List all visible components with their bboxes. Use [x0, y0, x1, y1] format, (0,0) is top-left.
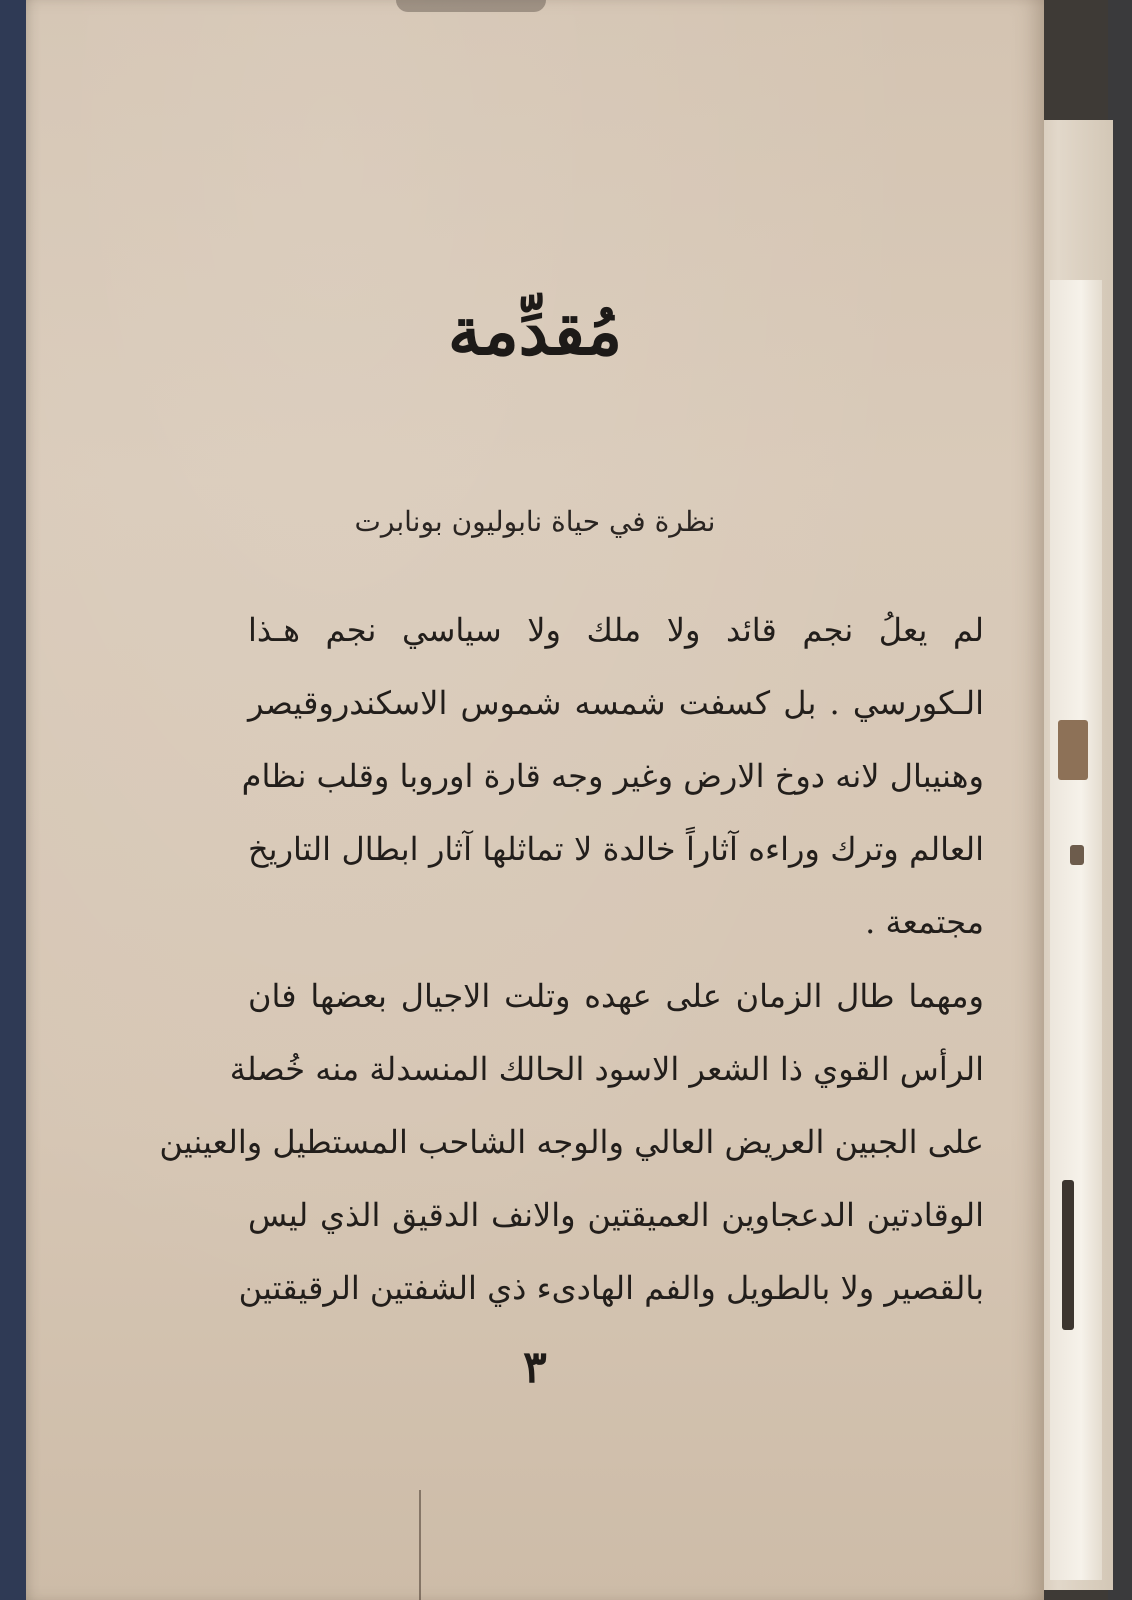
- paragraph-1: [241, 594, 984, 959]
- page-subtitle: نظرة في حياة نابوليون بونابرت: [354, 505, 716, 538]
- next-page-strip: [1050, 280, 1102, 1580]
- page-stain: [396, 0, 546, 12]
- photo-border-left: [0, 0, 26, 1600]
- binding-tape: [1058, 720, 1088, 780]
- text-line: الوقادتين الدعجاوين العميقتين والانف الدقيق الذي ليس: [248, 1196, 984, 1234]
- text-line: مجتمعة .: [865, 903, 984, 941]
- text-line: الـكورسي . بل كسفت شمسه شموس الاسكندروقيصر: [248, 684, 984, 722]
- text-line: الرأس القوي ذا الشعر الاسود الحالك المنسدلة منه خُصلة: [229, 1050, 984, 1088]
- binding-mark: [1062, 1180, 1074, 1330]
- page-crease: [419, 1490, 421, 1600]
- text-line: على الجبين العريض العالي والوجه الشاحب المستطيل والعينين: [159, 1123, 984, 1161]
- text-line: لم يعلُ نجم قائد ولا ملك ولا سياسي نجم هـذا: [248, 611, 984, 649]
- page-number: ٣: [523, 1342, 547, 1393]
- text-line: العالم وترك وراءه آثاراً خالدة لا تماثلها آثار ابطال التاريخ: [248, 830, 984, 868]
- text-line: وهنيبال لانه دوخ الارض وغير وجه قارة اوروبا وقلب نظام: [241, 757, 984, 795]
- page-heading: مُقدِّمة: [447, 292, 623, 370]
- binding-tape-small: [1070, 845, 1084, 865]
- paragraph-2: [159, 960, 984, 1325]
- text-line: ومهما طال الزمان على عهده وتلت الاجيال بعضها فان: [248, 977, 984, 1015]
- book-page: [26, 0, 1044, 1600]
- text-line: بالقصير ولا بالطويل والفم الهادىء ذي الشفتين الرقيقتين: [238, 1269, 984, 1307]
